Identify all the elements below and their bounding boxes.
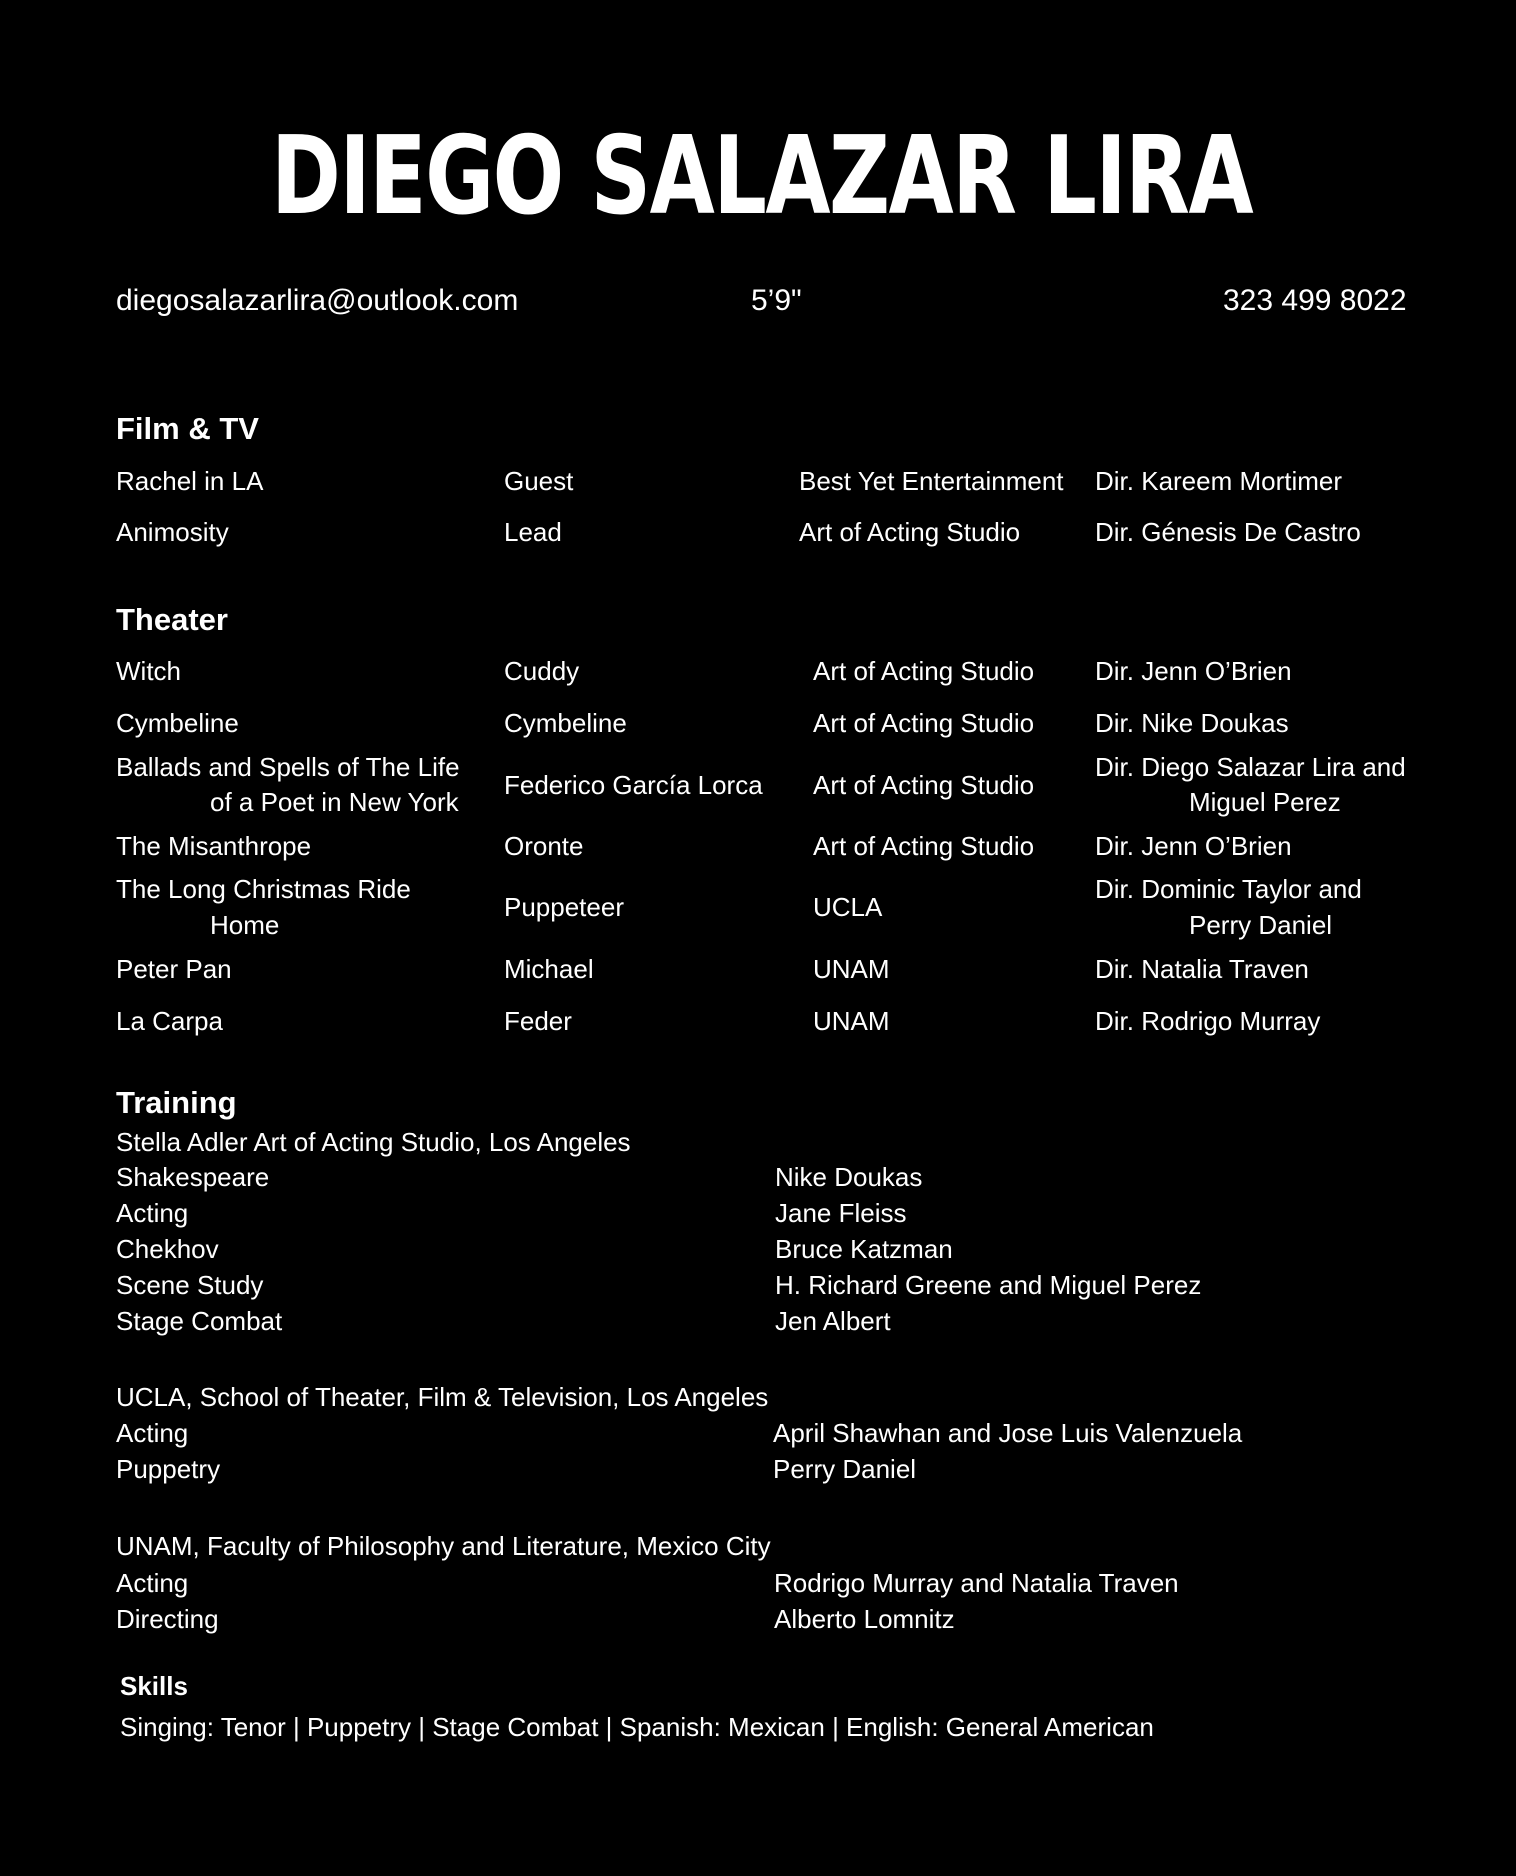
email-address[interactable]: diegosalazarlira@outlook.com	[116, 284, 519, 317]
credit-director: Dir. Dominic Taylor and	[1095, 874, 1362, 904]
credit-company: Art of Acting Studio	[813, 708, 1035, 738]
school-name: UNAM, Faculty of Philosophy and Literature, Mexico City	[116, 1531, 771, 1561]
course-name: Chekhov	[116, 1234, 219, 1264]
course-teacher: April Shawhan and Jose Luis Valenzuela	[773, 1418, 1243, 1448]
course-name: Shakespeare	[116, 1162, 270, 1192]
credit-company: Best Yet Entertainment	[799, 466, 1064, 496]
skills-list: Singing: Tenor | Puppetry | Stage Combat | Spanish: Mexican | English: General American	[120, 1712, 1154, 1742]
skills-heading: Skills	[120, 1671, 188, 1701]
credit-title: Animosity	[116, 517, 229, 547]
credit-title: La Carpa	[116, 1006, 223, 1036]
height-value: 5’9"	[751, 284, 802, 317]
course-name: Scene Study	[116, 1270, 264, 1300]
credit-director-continued: Miguel Perez	[1189, 787, 1341, 817]
course-teacher: Jane Fleiss	[775, 1198, 907, 1228]
credit-title-continued: Home	[210, 910, 280, 940]
credit-company: UCLA	[813, 892, 883, 922]
theater-heading: Theater	[116, 602, 228, 637]
credit-role: Feder	[504, 1006, 572, 1036]
course-name: Acting	[116, 1568, 189, 1598]
credit-director: Dir. Jenn O’Brien	[1095, 656, 1292, 686]
credit-role: Cymbeline	[504, 708, 627, 738]
credit-company: UNAM	[813, 1006, 890, 1036]
credit-director-continued: Perry Daniel	[1189, 910, 1333, 940]
course-teacher: H. Richard Greene and Miguel Perez	[775, 1270, 1202, 1300]
credit-director: Dir. Jenn O’Brien	[1095, 831, 1292, 861]
course-name: Acting	[116, 1198, 189, 1228]
course-name: Directing	[116, 1604, 219, 1634]
credit-title: The Long Christmas Ride	[116, 874, 411, 904]
credit-title-continued: of a Poet in New York	[210, 787, 459, 817]
training-heading: Training	[116, 1085, 237, 1120]
credit-title: The Misanthrope	[116, 831, 312, 861]
credit-director: Dir. Rodrigo Murray	[1095, 1006, 1321, 1036]
course-teacher: Nike Doukas	[775, 1162, 923, 1192]
credit-company: Art of Acting Studio	[813, 831, 1035, 861]
credit-role: Michael	[504, 954, 594, 984]
credit-director: Dir. Génesis De Castro	[1095, 517, 1361, 547]
credit-role: Lead	[504, 517, 562, 547]
course-name: Puppetry	[116, 1454, 221, 1484]
credit-role: Cuddy	[504, 656, 580, 686]
course-teacher: Alberto Lomnitz	[774, 1604, 955, 1634]
actor-name: DIEGO SALAZAR LIRA	[270, 114, 1253, 239]
credit-company: Art of Acting Studio	[813, 656, 1035, 686]
credit-director: Dir. Nike Doukas	[1095, 708, 1289, 738]
credit-title: Ballads and Spells of The Life	[116, 752, 460, 782]
phone-number[interactable]: 323 499 8022	[1223, 284, 1407, 317]
credit-director: Dir. Diego Salazar Lira and	[1095, 752, 1406, 782]
credit-company: UNAM	[813, 954, 890, 984]
course-name: Stage Combat	[116, 1306, 283, 1336]
course-teacher: Perry Daniel	[773, 1454, 917, 1484]
credit-title: Rachel in LA	[116, 466, 264, 496]
school-name: Stella Adler Art of Acting Studio, Los Angeles	[116, 1127, 631, 1157]
school-name: UCLA, School of Theater, Film & Television, Los Angeles	[116, 1382, 769, 1412]
course-teacher: Jen Albert	[775, 1306, 891, 1336]
credit-title: Witch	[116, 656, 181, 686]
credit-director: Dir. Kareem Mortimer	[1095, 466, 1343, 496]
credit-director: Dir. Natalia Traven	[1095, 954, 1309, 984]
credit-role: Guest	[504, 466, 574, 496]
credit-role: Federico García Lorca	[504, 770, 763, 800]
credit-role: Oronte	[504, 831, 584, 861]
course-teacher: Bruce Katzman	[775, 1234, 953, 1264]
course-name: Acting	[116, 1418, 189, 1448]
credit-company: Art of Acting Studio	[813, 770, 1035, 800]
credit-company: Art of Acting Studio	[799, 517, 1021, 547]
credit-role: Puppeteer	[504, 892, 624, 922]
credit-title: Cymbeline	[116, 708, 239, 738]
credit-title: Peter Pan	[116, 954, 232, 984]
film-tv-heading: Film & TV	[116, 411, 259, 446]
course-teacher: Rodrigo Murray and Natalia Traven	[774, 1568, 1179, 1598]
